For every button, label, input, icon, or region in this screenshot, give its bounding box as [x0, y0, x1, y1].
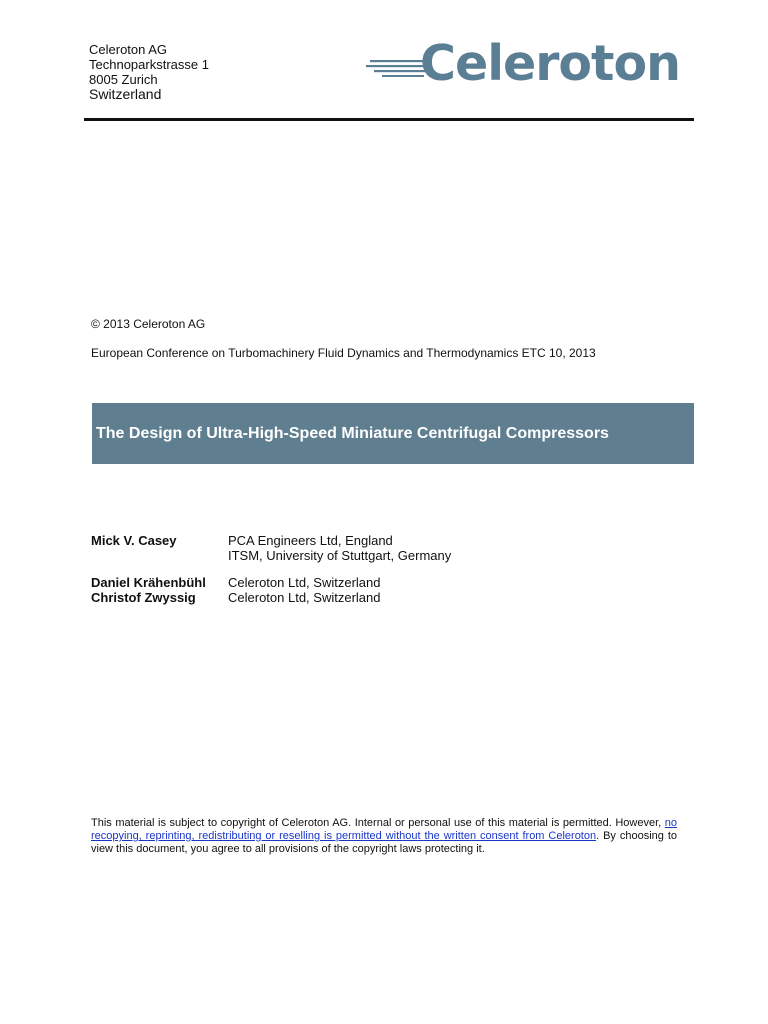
copyright-restriction-link[interactable]: no recopying, reprinting, redistributing or reselling is permitted without the written consent from Celeroton [91, 817, 677, 842]
logo-wordmark: Celeroton [420, 35, 681, 92]
author-affiliation: PCA Engineers Ltd, England [228, 533, 393, 548]
author-affiliation: Celeroton Ltd, Switzerland [228, 590, 381, 605]
country: Switzerland [89, 86, 162, 102]
conference-line: European Conference on Turbomachinery Fluid Dynamics and Thermodynamics ETC 10, 2013 [91, 346, 596, 360]
author-name: Mick V. Casey [91, 533, 177, 548]
author-list [91, 533, 451, 605]
street-address: Technoparkstrasse 1 [89, 57, 209, 72]
document-title: The Design of Ultra-High-Speed Miniature Centrifugal Compressors [96, 424, 609, 442]
copyright-line: © 2013 Celeroton AG [91, 317, 206, 331]
author-entry [91, 590, 451, 605]
author-affiliation: ITSM, University of Stuttgart, Germany [228, 548, 452, 563]
author-affiliations [228, 533, 451, 563]
celeroton-logo [364, 35, 686, 94]
title-banner [92, 403, 694, 464]
notice-text-start: This material is subject to copyright of Celeroton AG. Internal or personal use of this material is permitted. However, [91, 817, 665, 829]
company-name: Celeroton AG [89, 42, 168, 57]
author-entry [91, 575, 451, 590]
author-entry [91, 533, 451, 563]
author-name: Daniel Krähenbühl [91, 575, 206, 590]
city: 8005 Zurich [89, 72, 158, 87]
notice-text-end: . By choosing to view this document, you agree to all provisions of the copyright laws protecting it. [91, 830, 677, 855]
author-affiliation: Celeroton Ltd, Switzerland [228, 575, 381, 590]
sender-address [89, 42, 209, 102]
author-name: Christof Zwyssig [91, 590, 196, 605]
copyright-notice [91, 817, 677, 856]
header-divider [84, 118, 694, 121]
